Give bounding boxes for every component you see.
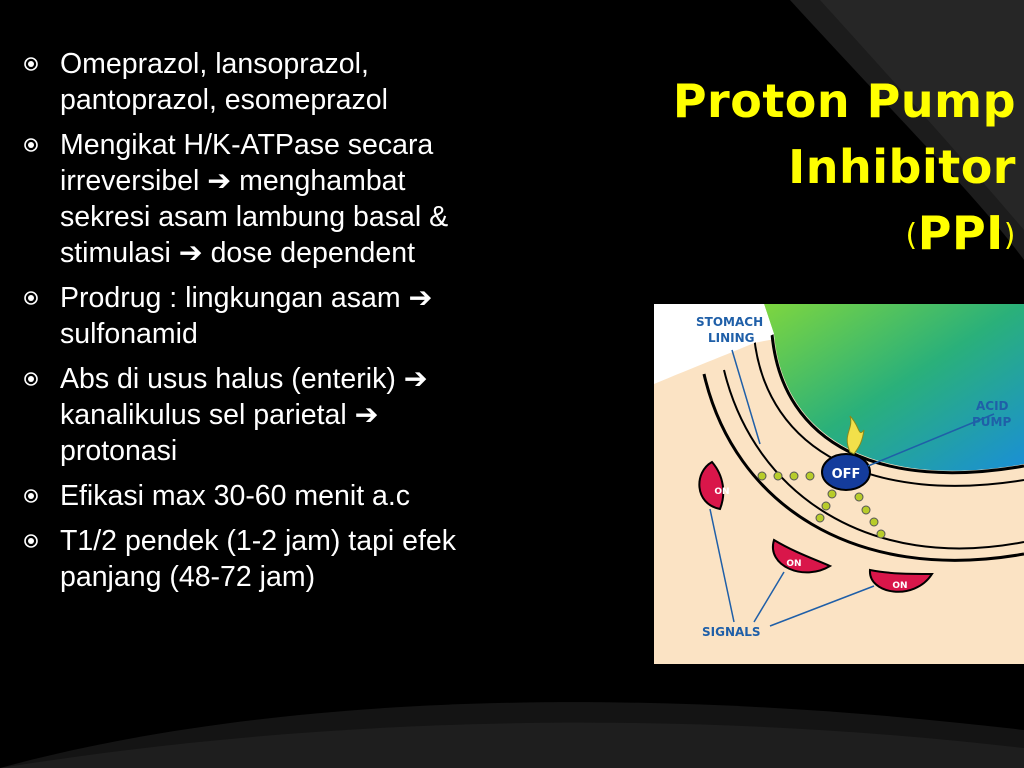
title-line-2: Inhibitor [788, 140, 1016, 194]
bullet-item [22, 361, 622, 469]
bullet-item [22, 478, 622, 514]
bullet-line: panjang (48-72 jam) [60, 561, 316, 593]
bullet-circle-icon [24, 489, 38, 503]
title-line-3 [596, 200, 1016, 269]
stomach-label: STOMACH [696, 315, 764, 329]
acid-pump-diagram [654, 304, 1024, 664]
bullet-line: sekresi asam lambung basal & [60, 201, 449, 233]
on-label-2: ON [786, 559, 802, 569]
bullet-item [22, 280, 622, 352]
bullet-line: Abs di usus halus (enterik) ➔ [60, 363, 428, 395]
on-label-3: ON [892, 581, 908, 591]
bullet-line: sulfonamid [60, 318, 198, 350]
bullet-line: Efikasi max 30-60 menit a.c [60, 480, 411, 512]
acid-label: ACID [976, 399, 1009, 413]
bullet-circle-icon [24, 57, 38, 71]
title-line-1: Proton Pump [672, 74, 1016, 128]
bullet-circle-icon [24, 372, 38, 386]
bullet-circle-icon [24, 534, 38, 548]
bullet-line: pantoprazol, esomeprazol [60, 84, 388, 116]
title-abbreviation: PPI [917, 206, 1004, 260]
bullet-line: Omeprazol, lansoprazol, [60, 48, 369, 80]
bullet-line: kanalikulus sel parietal ➔ [60, 399, 379, 431]
bullet-line: protonasi [60, 435, 178, 467]
lining-label: LINING [708, 331, 755, 345]
bullet-line: Mengikat H/K-ATPase secara [60, 129, 434, 161]
bullet-circle-icon [24, 291, 38, 305]
bullet-line: stimulasi ➔ dose dependent [60, 237, 416, 269]
off-label: OFF [831, 467, 861, 482]
bullet-item [22, 523, 622, 595]
bullet-line: Prodrug : lingkungan asam ➔ [60, 282, 433, 314]
bullet-item [22, 127, 622, 271]
bullet-circle-icon [24, 138, 38, 152]
bullet-line: T1/2 pendek (1-2 jam) tapi efek [60, 525, 457, 557]
title-open-paren: ( [905, 218, 918, 253]
slide-title [596, 68, 1016, 269]
pump-label: PUMP [972, 415, 1012, 429]
acid-pump-illustration [654, 304, 1024, 664]
signals-label: SIGNALS [702, 625, 761, 639]
bullet-line: irreversibel ➔ menghambat [60, 165, 406, 197]
title-close-paren: ) [1003, 218, 1016, 253]
bullet-item [22, 46, 622, 118]
on-label-1: ON [714, 487, 730, 497]
bullet-list [22, 46, 622, 604]
